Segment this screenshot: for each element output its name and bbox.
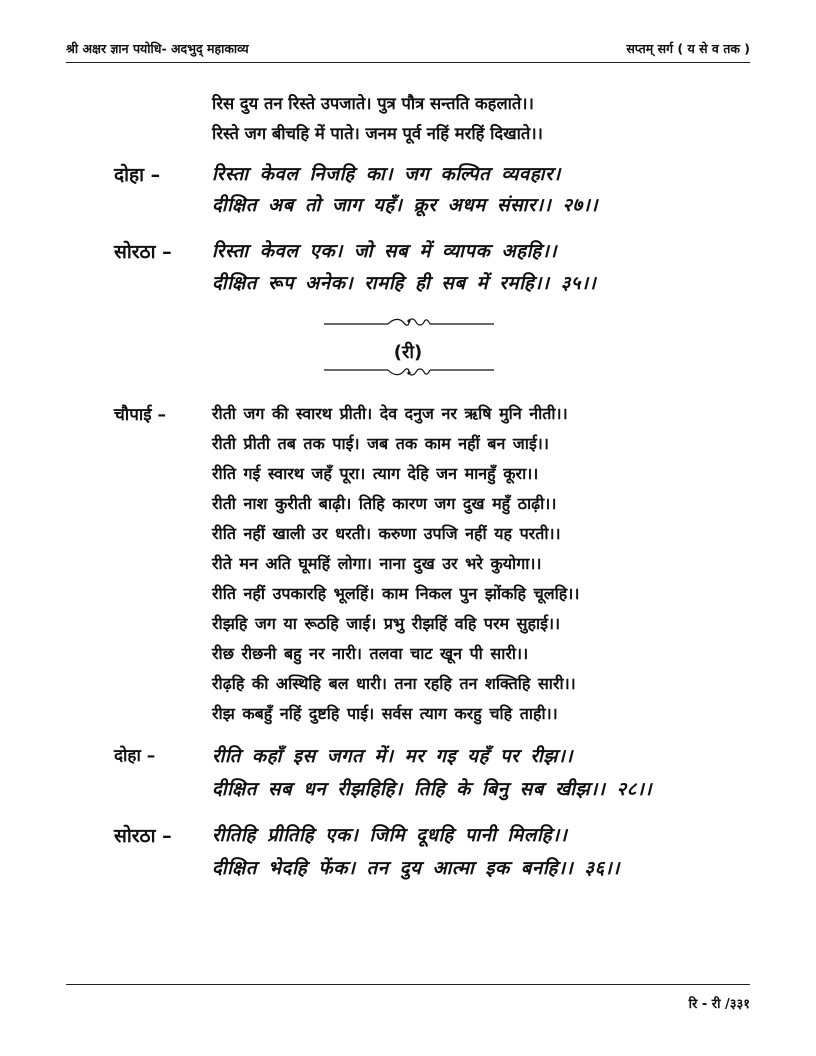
chaupai-line: रीति गई स्वारथ जहँ पूरा। त्याग देहि जन मानहुँ कूरा।।: [212, 464, 539, 483]
chaupai-line: रीझहि जग या रूठहि जाई। प्रभु रीझहिं वहि परम सुहाई।।: [212, 614, 561, 633]
page-number: रि - री /३३१: [688, 997, 750, 1012]
doha-line: रीति कहाँ इस जगत में। मर गइ यहँ पर रीझ।।: [212, 746, 574, 767]
section-title: (री): [393, 342, 423, 363]
chaupai-line: रीती जग की स्वारथ प्रीती। देव दनुज नर ऋषि मुनि नीती।।: [212, 404, 568, 423]
chapter-title: सप्तम् सर्ग ( य से व तक ): [626, 41, 750, 56]
soratha-label: सोरठा –: [114, 825, 172, 847]
doha-line: रिस्ता केवल निजहि का। जग कल्पित व्यवहार।: [212, 164, 561, 185]
soratha-line: दीक्षित रूप अनेक। रामहि ही सब में रमहि।। ३५।।: [212, 273, 597, 294]
doha-line: दीक्षित अब तो जाग यहँ। क्रूर अधम संसार।। २७।।: [212, 195, 599, 216]
chaupai-label: चौपाई –: [114, 405, 167, 425]
soratha-line: रीतिहि प्रीतिहि एक। जिमि दूधहि पानी मिलहि।।: [212, 825, 568, 846]
chaupai-line: रीते मन अति घूमहिं लोगा। नाना दुख उर भरे कुयोगा।।: [212, 554, 542, 573]
chaupai-line: रीती प्रीती तब तक पाई। जब तक काम नहीं बन जाई।।: [212, 434, 549, 453]
chaupai-line: रीति नहीं खाली उर धरती। करुणा उपजि नहीं यह परती।।: [212, 524, 561, 543]
book-title: श्री अक्षर ज्ञान पयोधि- अदभुद् महाकाव्य: [66, 41, 249, 56]
verse-line: रिस दुय तन रिस्ते उपजाते। पुत्र पौत्र सन्तति कहलाते।।: [212, 94, 534, 113]
verse-line: रिस्ते जग बीचहि में पाते। जनम पूर्व नहिं मरहिं दिखाते।।: [212, 124, 543, 143]
soratha-line: दीक्षित भेदहि फेंक। तन दुय आत्मा इक बनहि।। ३६।।: [212, 858, 621, 879]
chaupai-line: रीति नहीं उपकारहि भूलहिं। काम निकल पुन झोंकहि चूलहि।।: [212, 584, 580, 603]
footer-rule: [66, 984, 750, 985]
chaupai-line: रीती नाश कुरीती बाढ़ी। तिहि कारण जग दुख महुँ ठाढ़ी।।: [212, 494, 557, 513]
chaupai-line: रीझ कबहुँ नहिं दुष्टहि पाई। सर्वस त्याग करहु चहि ताही।।: [212, 704, 558, 723]
doha-label: दोहा –: [114, 164, 161, 186]
header-rule: [66, 62, 750, 63]
ornament-bottom: [324, 364, 494, 378]
page-header: [66, 36, 750, 60]
chaupai-line: रीढ़हि की अस्थिहि बल धारी। तना रहहि तन शक्तिहि सारी।।: [212, 674, 576, 693]
soratha-line: रिस्ता केवल एक। जो सब में व्यापक अहहि।।: [212, 241, 558, 262]
chaupai-line: रीछ रीछनी बहु नर नारी। तलवा चाट खून पी सारी।।: [212, 644, 529, 663]
doha-line: दीक्षित सब धन रीझहिहि। तिहि के बिनु सब खीझ।। २८।।: [212, 779, 653, 800]
ornament-top: [324, 316, 494, 330]
doha-label: दोहा –: [114, 746, 156, 766]
soratha-label: सोरठा –: [114, 241, 172, 263]
